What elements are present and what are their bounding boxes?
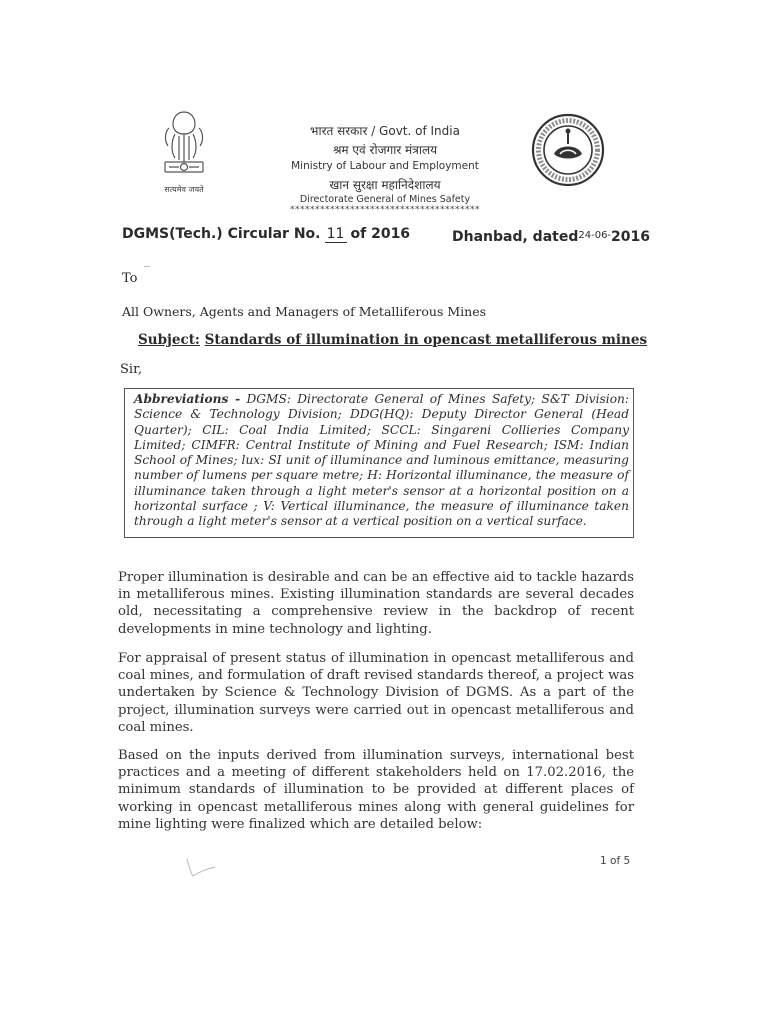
subject-label: Subject: (138, 332, 200, 348)
pen-mark (185, 857, 220, 879)
dgms-seal-icon (530, 112, 606, 188)
header-ministry-hindi: श्रम एवं रोजगार मंत्रालय (332, 143, 438, 157)
state-emblem-icon (155, 108, 213, 198)
date-handwritten: 24-06- (578, 230, 612, 241)
paragraph-3: Based on the inputs derived from illumination surveys, international best practices and a meeting of different stakeholders held on 17.02.2016, the minimum standards of illumination to be provided at different places of working in opencast metalliferous mines along with general guidelines for mine lighting were finalized which are detailed below: (118, 748, 634, 832)
date-prefix: Dhanbad, dated (452, 229, 579, 245)
header-directorate: Directorate General of Mines Safety (299, 194, 471, 205)
stray-mark (144, 266, 150, 272)
circular-number (122, 226, 410, 243)
abbreviations-label: Abbreviations - (134, 392, 241, 406)
paragraph-1: Proper illumination is desirable and can be an effective aid to tackle hazards in metalliferous mines. Existing illumination standards are several decades old, necessitating a comprehensive review in the backdrop of recent developments in mine technology and lighting. (118, 570, 634, 637)
abbreviations-box (124, 388, 634, 538)
salutation: Sir, (120, 362, 142, 377)
circular-number-value: 11 (325, 226, 347, 243)
circular-year: of 2016 (350, 226, 411, 242)
abbreviations-text: DGMS: Directorate General of Mines Safety; S&T Division: Science & Technology Division; DDG(HQ): Deputy Director General (Head Quarter); CIL: Coal India Limited; SCCL: Singareni Collieries Company Limited; CIMFR: Central Institute of Mining and Fuel Research; ISM: Indian School of Mines; lux: SI unit of illuminance and luminous emittance, measuring number of lumens per square metre; H: Horizontal illuminance, the measure of illuminance taken through a light meter's sensor at a horizontal position on a horizontal surface ; V: Vertical illuminance, the measure of illuminance taken through a light meter's sensor at a vertical position on a vertical surface. (134, 392, 630, 529)
page-number: 1 of 5 (600, 855, 631, 867)
circular-prefix: DGMS(Tech.) Circular No. (122, 226, 321, 242)
addressee: All Owners, Agents and Managers of Metalliferous Mines (122, 304, 487, 319)
emblem-motto: सत्यमेव जयते (164, 185, 204, 194)
header-directorate-hindi: खान सुरक्षा महानिदेशालय (329, 178, 441, 192)
subject-text: Standards of illumination in opencast metalliferous mines (204, 332, 648, 348)
circular-date (452, 229, 650, 245)
paragraph-2: For appraisal of present status of illumination in opencast metalliferous and coal mines, and formulation of draft revised standards thereof, a project was undertaken by Science & Technology Division of DGMS. As a part of the project, illumination surveys were carried out in opencast metalliferous and coal mines. (118, 651, 634, 735)
to-label: To (122, 271, 138, 286)
header-divider: ************************************** (290, 205, 480, 215)
subject-line (138, 332, 647, 348)
header-ministry: Ministry of Labour and Employment (291, 160, 479, 172)
header-govt: भारत सरकार / Govt. of India (310, 124, 460, 138)
date-year: 2016 (611, 229, 651, 245)
